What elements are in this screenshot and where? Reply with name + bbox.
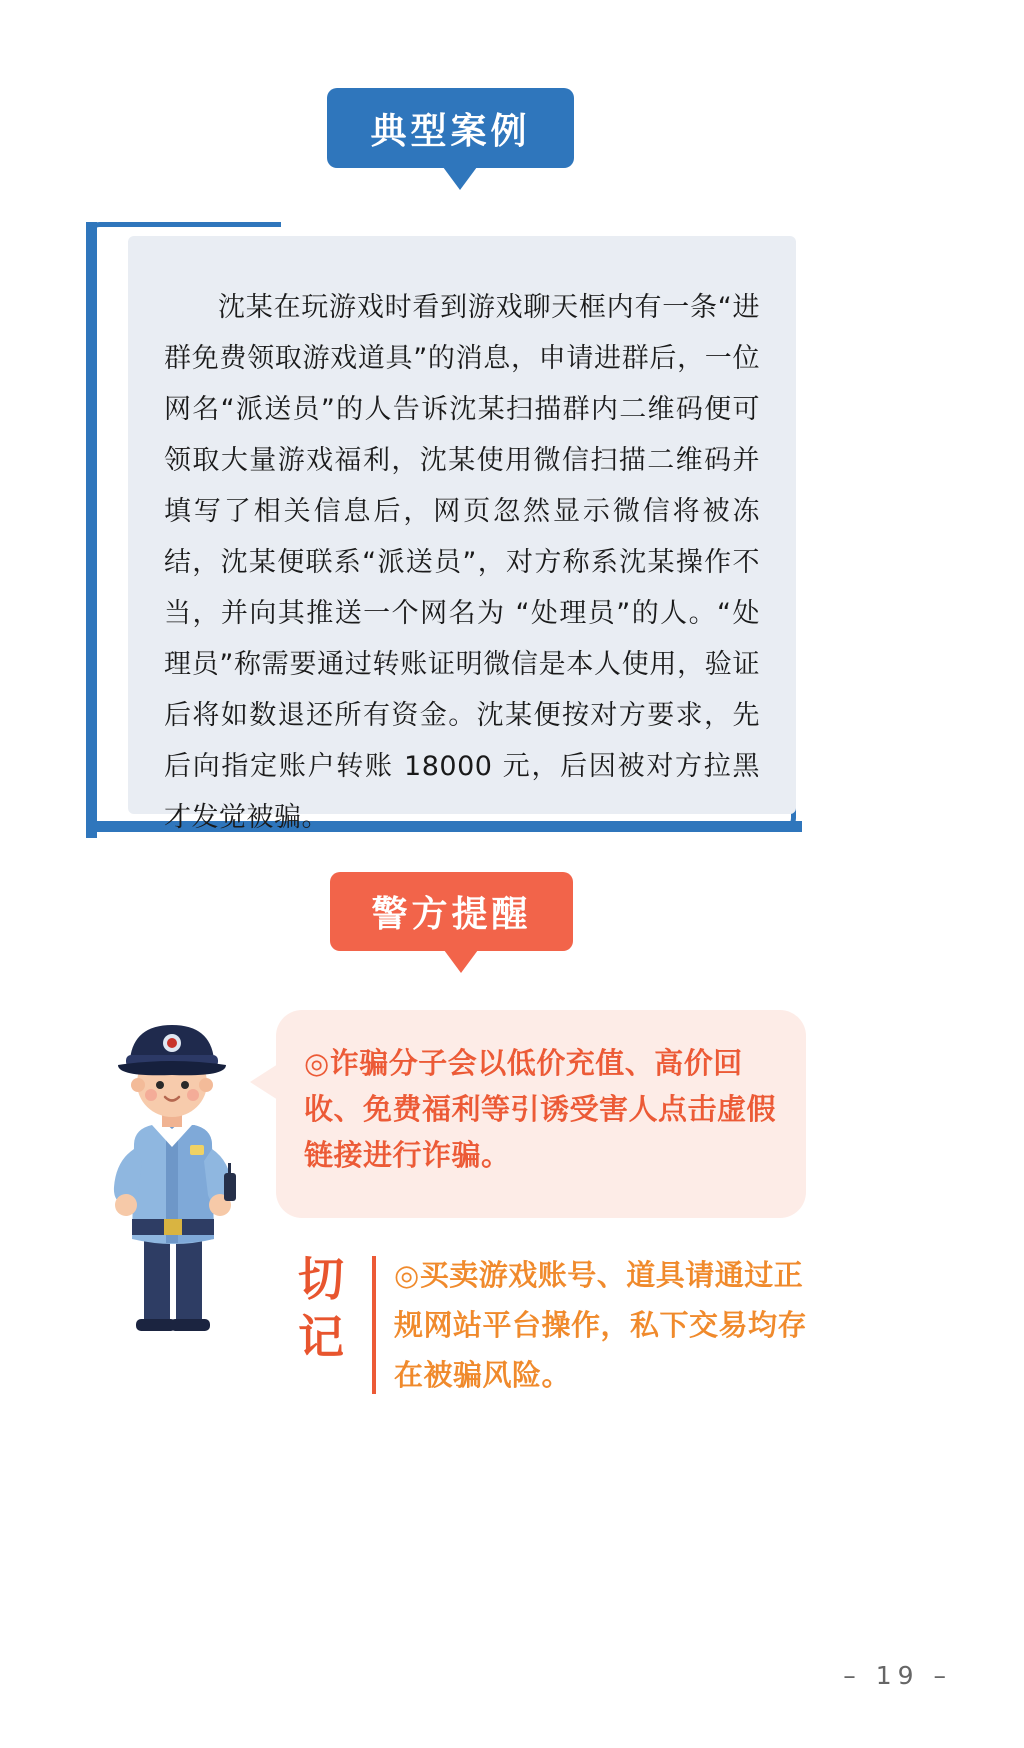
police-tip-bubble [276, 1010, 806, 1218]
remember-divider [372, 1256, 376, 1394]
case-badge [327, 88, 574, 168]
page-number: – 19 – [843, 1661, 952, 1690]
case-body-text: 沈某在玩游戏时看到游戏聊天框内有一条“进群免费领取游戏道具”的消息，申请进群后，一位网名“派送员”的人告诉沈某扫描群内二维码便可领取大量游戏福利，沈某使用微信扫描二维码并填写了相关信息后，网页忽然显示微信将被冻结，沈某便联系“派送员”，对方称系沈某操作不当，并向其推送一个网名为 “处理员”的人。“处理员”称需要通过转账证明微信是本人使用，验证后将如数退还所有资金。沈某便按对方要求，先后向指定账户转账 18000 元，后因被对方拉黑才发觉被骗。 [164, 292, 760, 833]
tip-bubble-pointer [250, 1064, 278, 1100]
case-badge-pointer [443, 167, 477, 190]
police-officer-icon [72, 1005, 272, 1335]
case-frame [86, 222, 796, 832]
warning-badge [330, 872, 573, 951]
warning-badge-label: 警方提醒 [371, 894, 532, 935]
remember-label: 切记 [298, 1252, 344, 1364]
case-text-box [128, 236, 796, 833]
remember-text: ◎买卖游戏账号、道具请通过正规网站平台操作，私下交易均存在被骗风险。 [394, 1258, 808, 1392]
case-badge-label: 典型案例 [370, 110, 531, 152]
remember-block [290, 1250, 810, 1400]
warning-badge-pointer [444, 950, 478, 973]
police-tip-text: ◎诈骗分子会以低价充值、高价回收、免费福利等引诱受害人点击虚假链接进行诈骗。 [304, 1046, 777, 1172]
case-frame-left-line [86, 222, 97, 838]
